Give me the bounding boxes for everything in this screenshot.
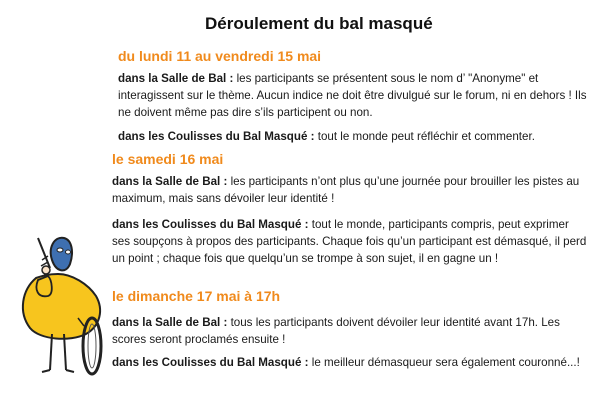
masked-figure-icon	[8, 230, 118, 380]
section-1-item-1	[118, 70, 588, 121]
section-date-3: le dimanche 17 mai à 17h	[112, 288, 281, 304]
item-text: tout le monde, participants compris, peut exprimer ses soupçons à propos des participants. Chaque fois qu’un participant est démasqué, il perd un point ; chaque fois que quelqu’un se trompe à son sujet, il en gagne un !	[112, 218, 587, 265]
section-3-item-1	[112, 314, 588, 348]
place-label: dans la Salle de Bal :	[118, 72, 234, 85]
item-text: les participants se présentent sous le nom d’ "Anonyme" et interagissent sur le thème. Aucun indice ne doit être divulgué sur le forum, ni en dehors ! Ils ne doivent même pas dire s’ils participent ou non.	[118, 72, 587, 119]
section-2-item-2	[112, 216, 588, 267]
place-label: dans les Coulisses du Bal Masqué :	[112, 218, 309, 231]
place-label: dans la Salle de Bal :	[112, 175, 228, 188]
place-label: dans les Coulisses du Bal Masqué :	[118, 130, 315, 143]
place-label: dans les Coulisses du Bal Masqué :	[112, 356, 309, 369]
page-title: Déroulement du bal masqué	[205, 14, 433, 33]
section-date-1: du lundi 11 au vendredi 15 mai	[118, 48, 322, 64]
item-text: tout le monde peut réfléchir et commenter.	[314, 130, 535, 143]
section-2-item-1	[112, 173, 588, 207]
section-3-item-2	[112, 354, 588, 371]
section-date-2: le samedi 16 mai	[112, 151, 224, 167]
section-1-item-2	[118, 128, 588, 145]
item-text: les participants n’ont plus qu’une journée pour brouiller les pistes au maximum, mais sans dévoiler leur identité !	[112, 175, 580, 205]
item-text: le meilleur démasqueur sera également couronné...!	[308, 356, 580, 369]
place-label: dans la Salle de Bal :	[112, 316, 228, 329]
item-text: tous les participants doivent dévoiler leur identité avant 17h. Les scores seront proclamés ensuite !	[112, 316, 560, 346]
